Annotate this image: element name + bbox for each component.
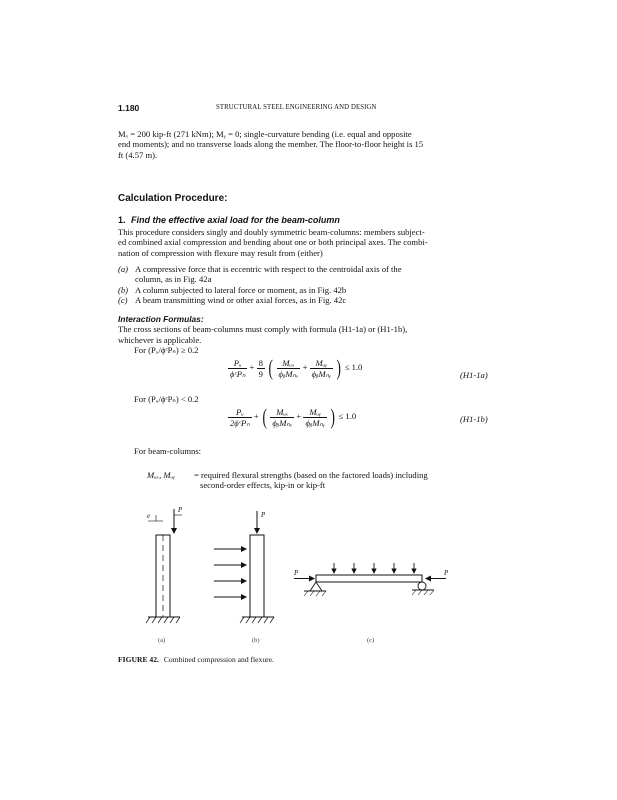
- list-text: A compressive force that is eccentric with respect to the centroidal axis of the: [135, 264, 402, 274]
- rhs: ≤ 1.0: [344, 361, 363, 372]
- intro-line-1: Mₓ = 200 kip-ft (271 kNm); Mᵧ = 0; single-curvature bending (i.e. equal and opposite: [118, 129, 412, 139]
- step1-line-3: nation of compression with flexure may result from (either): [118, 247, 323, 258]
- figure-caption: [118, 655, 274, 664]
- for-beam-columns: For beam-columns:: [134, 446, 202, 456]
- definition-line-1: = required flexural strengths (based on the factored loads) including: [194, 470, 428, 480]
- equation-h1-1a: $\frac{\text{Pᵤ}}{\text{ϕᶜPₙ}}$ + $\frac{8}{9}$ ( $\frac{\text{Mᵤₓ}}{\text{ϕᵦMₙₓ}}$ + $\frac{\text{Mᵤᵧ}}{\text{ϕᵦMₙᵧ}}$ ) ≤ 1.0: [230, 355, 363, 380]
- step1-heading: [118, 215, 340, 225]
- list-item: [118, 285, 504, 295]
- interaction-heading: Interaction Formulas:: [118, 314, 204, 324]
- definition-text: [194, 470, 504, 491]
- definition-symbol: Mᵤₓ, Mᵤᵧ: [147, 470, 176, 480]
- list-text: A column subjected to lateral force or moment, as in Fig. 42b: [135, 284, 347, 295]
- step1-line-2: ed combined axial compression and bending about one or both principal axes. The combi-: [118, 237, 428, 248]
- ground-hatch: [240, 617, 274, 623]
- fraction: $\frac{8}{9}$: [258, 357, 263, 379]
- interaction-section: [118, 314, 504, 345]
- figure-42c-beam-with-axial-force: [294, 563, 449, 596]
- ground-hatch: [146, 617, 180, 623]
- list-label: (b): [118, 284, 129, 295]
- step1-paragraph: [118, 227, 504, 258]
- roller-support: [418, 582, 426, 590]
- pin-support: [310, 582, 322, 591]
- condition-a: For (Pᵤ/ϕᶜPₙ) ≥ 0.2: [134, 345, 199, 355]
- condition-b: For (Pᵤ/ϕᶜPₙ) < 0.2: [134, 394, 199, 404]
- figure-42b-laterally-loaded-column: [214, 511, 274, 623]
- label-p-b: P: [261, 511, 266, 519]
- fraction: $\frac{\text{Mᵤᵧ}}{\text{ϕᵦMₙᵧ}}$: [305, 406, 325, 428]
- figure-42: [118, 505, 504, 650]
- label-p-c-left: P: [294, 569, 299, 577]
- fraction: $\frac{\text{Mᵤₓ}}{\text{ϕᵦMₙₓ}}$: [278, 357, 299, 379]
- list-label: (a): [118, 264, 129, 274]
- list-item-continued: column, as in Fig. 42a: [135, 274, 212, 285]
- step1-title: Find the effective axial load for the beam-column: [131, 215, 340, 225]
- fraction: $\frac{\text{Pᵤ}}{\text{ϕᶜPₙ}}$: [230, 357, 246, 379]
- rhs: ≤ 1.0: [338, 410, 357, 421]
- figure-sublabel-a: (a): [158, 637, 166, 644]
- equation-label-h1-1a: (H1-1a): [460, 370, 488, 380]
- list-label: (c): [118, 294, 128, 305]
- label-p-c-right: P: [444, 569, 449, 577]
- figure-sublabel-c: (c): [367, 637, 375, 644]
- figure-sublabel-b: (b): [252, 637, 260, 644]
- list-item: [118, 264, 504, 274]
- step1-line-1: This procedure considers singly and doubly symmetric beam-columns: members subject-: [118, 227, 425, 237]
- label-e: e: [147, 512, 151, 520]
- intro-line-3: ft (4.57 m).: [118, 149, 158, 160]
- figure-42a-eccentric-column: [146, 509, 182, 623]
- intro-line-2: end moments); and no transverse loads along the member. The floor-to-floor height is 15: [118, 139, 424, 150]
- label-p-a: P: [178, 506, 183, 514]
- caption-text: Combined compression and flexure.: [163, 655, 274, 664]
- intro-paragraph: [118, 129, 504, 160]
- calc-procedure-heading: Calculation Procedure:: [118, 193, 228, 204]
- running-title: STRUCTURAL STEEL ENGINEERING AND DESIGN: [216, 104, 377, 111]
- fraction: $\frac{\text{Mᵤᵧ}}{\text{ϕᵦMₙᵧ}}$: [311, 357, 332, 379]
- caption-label: FIGURE 42.: [118, 655, 159, 664]
- page-number: 1.180: [118, 103, 140, 113]
- interaction-line-1: The cross sections of beam-columns must comply with formula (H1-1a) or (H1-1b),: [118, 324, 408, 335]
- fraction: $\frac{\text{Pᵤ}}{\text{2ϕᶜPₙ}}$: [230, 406, 250, 428]
- definition-line-2: second-order effects, kip-in or kip-ft: [200, 480, 326, 491]
- equation-h1-1b: $\frac{\text{Pᵤ}}{\text{2ϕᶜPₙ}}$ + ( $\frac{\text{Mᵤₓ}}{\text{ϕᵦMₙₓ}}$ + $\frac{\text{Mᵤᵧ}}{\text{ϕᵦMₙᵧ}}$ ) ≤ 1.0: [230, 404, 357, 429]
- fraction: $\frac{\text{Mᵤₓ}}{\text{ϕᵦMₙₓ}}$: [272, 406, 293, 428]
- equation-label-h1-1b: (H1-1b): [460, 414, 488, 424]
- list-text: A beam transmitting wind or other axial forces, as in Fig. 42c: [135, 294, 347, 305]
- interaction-line-2: whichever is applicable.: [118, 334, 202, 345]
- step1-number: 1.: [118, 215, 126, 225]
- cases-list: [118, 264, 504, 305]
- list-item: [118, 295, 504, 305]
